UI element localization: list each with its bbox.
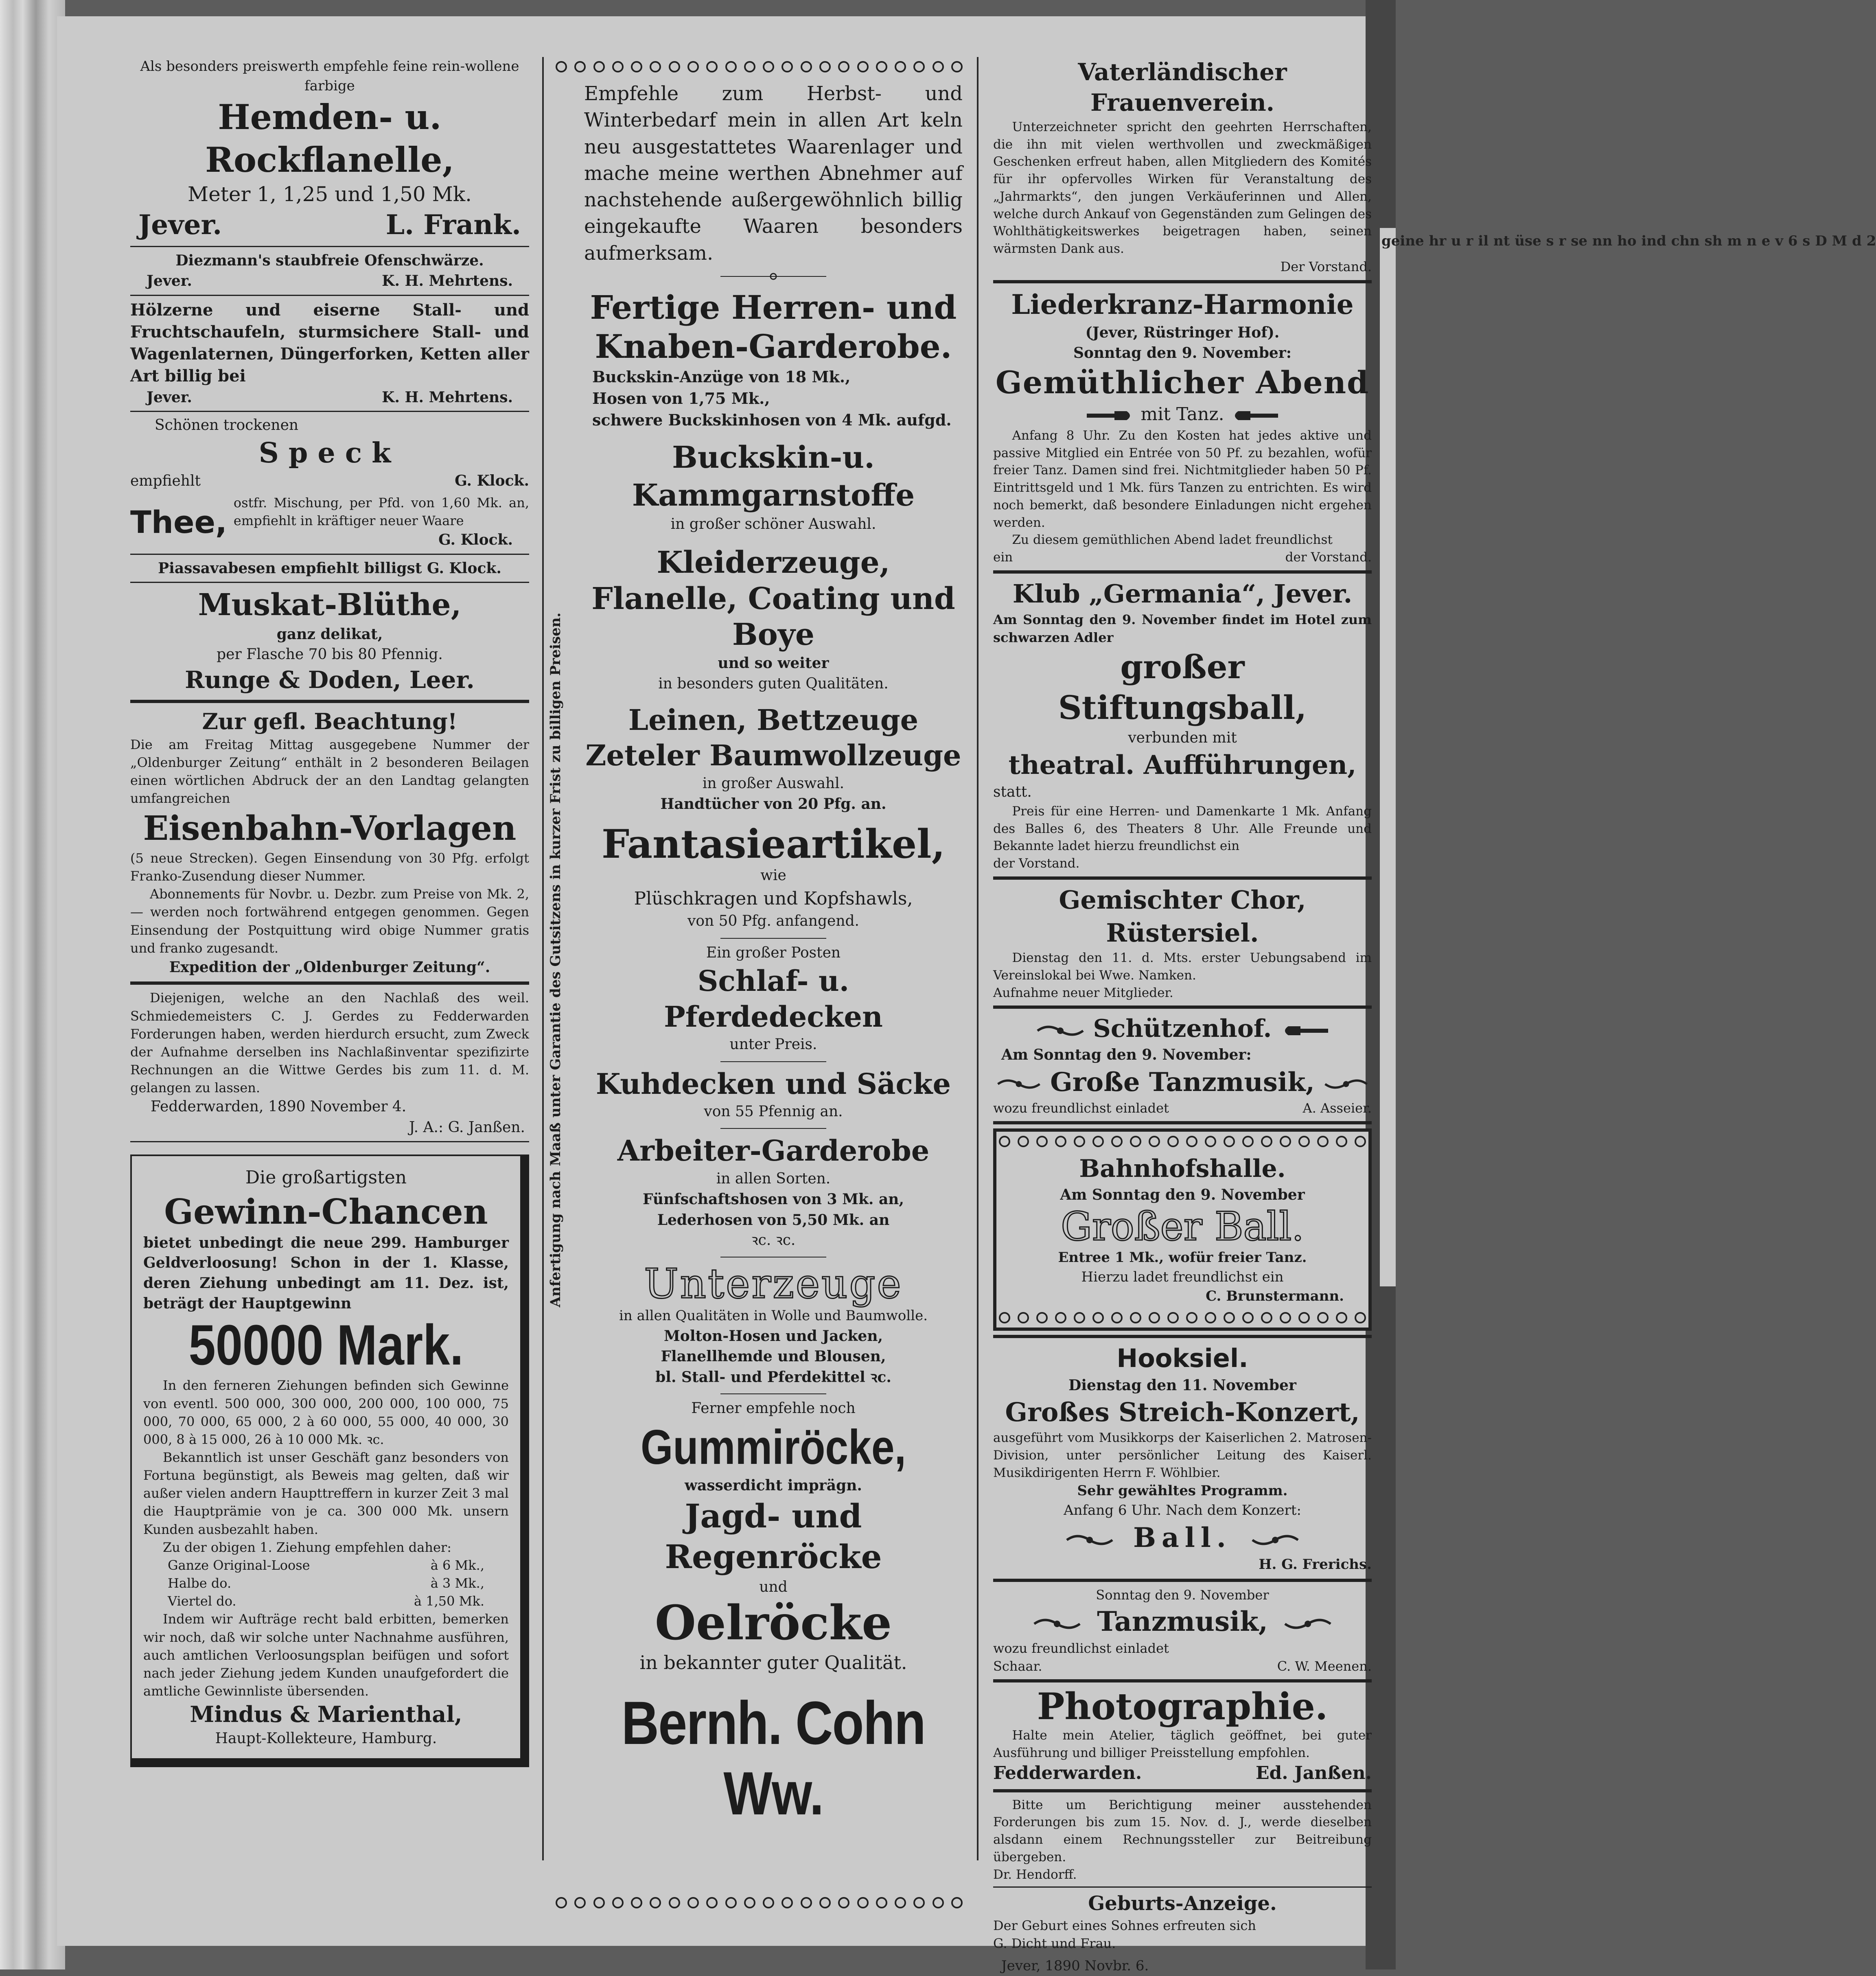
heading-buckskin: Buckskin-u. Kammgarnstoffe [632,440,915,513]
ornament-left-icon [1027,1615,1088,1632]
ad-text: Entree 1 Mk., wofür freier Tanz. [1058,1249,1307,1266]
pointing-hand-right-icon [1086,408,1135,423]
heading-decken: Schlaf- u. Pferdedecken [664,964,883,1034]
ad-text: Diezmann's staubfreie Ofenschwärze. [175,252,484,269]
ad-title: Muskat-Blüthe, [198,587,462,623]
ad-firm2: Haupt-Kollekteure, Hamburg. [215,1730,437,1747]
heading-kuhdecken: Kuhdecken und Säcke [595,1067,951,1101]
ad-text: wozu freundlichst einladet [993,1640,1169,1656]
ad-sub: ganz delikat, [276,625,383,643]
sub-text: wie [760,867,786,884]
ad-berichtigung [993,1796,1372,1884]
ad-title: Hooksiel. [1116,1343,1248,1373]
ad-title: Liederkranz-Harmonie [1011,288,1354,320]
ornament-left-icon [996,1076,1041,1093]
ad-left: ein [993,550,1013,565]
ad-headline2: theatral. Aufführungen, [1008,750,1357,781]
ad-text: Diejenigen, welche an den Nachlaß des weil. Schmiedemeisters C. J. Gerdes zu Fedderwarden Forderungen haben, werden hierdurch ersucht, zum Zweck der Aufnahme derselben ins Nachlaßinventar spezifizirte Rechnungen an die Wittwe Gerdes bis zum 11. d. M. gelangen zu lassen. [130,990,529,1096]
ad-text: ostfr. Mischung, per Pfd. von 1,60 Mk. an, empfiehlt in kräftiger neuer Waare [233,495,529,529]
ad-sign: Dr. Hendorff. [993,1867,1077,1882]
price-line: Hosen von 1,75 Mk., [592,389,770,408]
lot-row: Halbe do. à 3 Mk., [168,1575,484,1591]
ad-price: Meter 1, 1,25 und 1,50 Mk. [188,182,472,206]
sub-text: Ferner empfehle noch [691,1400,856,1417]
column-right [993,57,1372,1974]
ad-schuetzenhof [993,1013,1372,1117]
ad-gemischter-chor [993,884,1372,1001]
ad-text: Der Geburt eines Sohnes erfreuten sich [993,1917,1256,1933]
heading-jagdroecke: Jagd- und Regenröcke [665,1497,882,1576]
lot-row: Ganze Original-Loose à 6 Mk., [168,1557,484,1573]
ad-text2: Zu diesem gemüthlichen Abend ladet freundlichst [1012,532,1333,548]
ad-sub: (Jever, Rüstringer Hof). [1085,324,1280,341]
ad-text: ausgeführt vom Musikkorps der Kaiserlichen 2. Matrosen-Division, unter persönlicher Leitung des Kaiserl. Musikdirigenten Herrn F. Wöhlbier. [993,1431,1372,1480]
next-page-edge-text: geine hr u r il nt üse s r se nn ho ind chn sh m n e v 6 s D M d 2 [1380,228,1396,1286]
ad-left: empfiehlt [130,472,201,489]
column-middle [547,57,963,1912]
ad-headline: Großer Ball. [1061,1203,1304,1249]
ad-title: Hemden- u. Rockflanelle, [205,97,454,180]
ad-text: Unterzeichneter spricht den geehrten Herrschaften, die ihn mit vielen werthvollen und zweckmäßigen Geschenken erfreut haben, allen Mitgliedern des Komités für ihr opfervolles Wirken für Veranstaltung des „Jahrmarkts“, den jungen Verkäuferinnen und Allen, welche durch Ankauf von Gegenständen zum Gelingen des Wohlthätigkeitswerkes beigetragen haben, seinen wärmsten Dank aus. [993,119,1372,256]
ad-text: Piassavabesen empfiehlt billigst G. Klock. [158,559,501,577]
heading-garderobe: Fertige Herren- und Knaben-Garderobe. [590,288,957,366]
heading-kleiderzeuge: Kleiderzeuge, Flanelle, Coating und Boye [591,545,955,653]
ad-ofenschwaerze [130,250,529,291]
ad-text: Dienstag den 11. d. Mts. erster Uebungsabend im Vereinslokal bei Wwe. Namken. [993,951,1372,983]
sub-text: in allen Sorten. [716,1170,831,1187]
ad-text: Bitte um Berichtigung meiner ausstehenden Forderungen bis zum 15. Nov. d. J., werde dieselben alsdann einem Rechnungssteller zur Beitreibung übergeben. [993,1797,1372,1864]
ad-left: wozu freundlichst einladet [993,1100,1169,1116]
dot-border-bottom [556,1893,963,1912]
ad-text2: Hierzu ladet freundlichst ein [1081,1268,1284,1285]
ad-text2: In den ferneren Ziehungen befinden sich Gewinne von eventl. 500 000, 300 000, 200 000, 100 000, 75 000, 70 000, 65 000, 2 à 60 000, 55 000, 40 000, 30 000, 8 à 15 000, 26 à 10 000 Mk. ꝛc. [143,1378,509,1447]
ad-title: Speck [258,436,401,469]
ad-text: bietet unbedingt die neue 299. Hamburger Geldverloosung! Schon in der 1. Klasse, deren Ziehung unbedingt am 11. Dez. ist, beträgt der Hauptgewinn [143,1234,509,1312]
ad-bahnhofshalle [993,1128,1372,1331]
ad-left: Fedderwarden. [993,1763,1142,1784]
ad-text2: (5 neue Strecken). Gegen Einsendung von 30 Pfg. erfolgt Franko-Zusendung dieser Nummer. [130,850,529,884]
sub-text: Molton-Hosen und Jacken, [663,1328,883,1345]
ad-schaufeln [130,299,529,407]
dot-border-bottom [996,1308,1368,1328]
ad-text3: Anfang 6 Uhr. Nach dem Konzert: [1064,1502,1301,1518]
ad-place: Jever. [138,209,222,241]
sub-text: Plüschkragen und Kopfshawls, [634,888,913,909]
sub-text: in großer Auswahl. [702,775,845,792]
ad-date: Jever, 1890 Novbr. 6. [1001,1958,1149,1974]
heading-fantasie: Fantasieartikel, [601,821,946,867]
ad-text3: Abonnements für Novbr. u. Dezbr. zum Preise von Mk. 2,— werden noch fortwährend entgegen genommen. Gegen Einsendung der Postquittung wird obige Nummer gratis und franko zugesandt. [130,886,529,956]
ad-left: statt. [993,784,1032,801]
ad-sign: A. Asseier. [1302,1100,1372,1116]
ad-seller: K. H. Mehrtens. [382,272,513,290]
intro-text: Empfehle zum Herbst- und Winterbedarf mein in allen Art keln neu ausgestattetes Waarenlager und mache meine werthen Abnehmer auf nachstehende außergewöhnlich billig eingekaufte Waaren besonders aufmerksam. [584,82,963,265]
ad-intro: Die großartigsten [245,1167,407,1188]
ad-geburts-anzeige [993,1891,1372,1976]
ad-flanelle [130,57,529,243]
sub-text: in allen Qualitäten in Wolle und Baumwolle. [619,1308,928,1324]
ad-date: Sonntag den 9. November: [1073,344,1292,361]
ornament-right-icon [1247,1531,1304,1549]
ad-speck [130,415,529,491]
ad-amount: 50000 Mark. [188,1313,464,1377]
sub-text: und so weiter [718,655,829,672]
ad-title: Gewinn-Chancen [164,1191,488,1232]
ad-text: Die am Freitag Mittag ausgegebene Nummer der „Oldenburger Zeitung“ enthält in 2 besonderen Beilagen einen wörtlichen Abdruck der an den Landtag gelangten umfangreichen [130,736,529,806]
dot-border-top [556,57,963,77]
ad-headline: Eisenbahn-Vorlagen [143,808,517,848]
pointing-hand-left-icon [1280,1023,1329,1038]
sub-text: in großer schöner Auswahl. [670,516,876,533]
ad-sign: Expedition der „Oldenburger Zeitung“. [169,958,490,976]
ornament-left-icon [1036,1022,1085,1039]
heading-leinen: Leinen, Bettzeuge [628,703,919,737]
volume-binding-edge [0,0,65,1969]
sub-text: wasserdicht imprägn. [685,1477,862,1494]
ad-sign: Ed. Janßen. [1256,1763,1372,1784]
ad-frauenverein [993,57,1372,276]
ad-date: Dienstag den 11. November [1068,1376,1296,1394]
ad-muskat [130,586,529,696]
sub-text: in besonders guten Qualitäten. [658,675,889,692]
dot-border-top [996,1132,1368,1151]
ad-sign: Der Vorstand. [1280,259,1372,274]
ad-date: Sonntag den 9. November [1096,1587,1269,1603]
ad-tanzmusik-schaar [993,1586,1372,1675]
ornament-right-icon [1277,1615,1338,1632]
ad-seller: K. H. Mehrtens. [382,388,513,406]
ad-price: per Flasche 70 bis 80 Pfennig. [217,646,443,663]
side-note: Anfertigung nach Maaß unter Garantie des Gutsitzens in kurzer Frist zu billigen Preisen. [547,612,564,1308]
sub-text: ꝛc. ꝛc. [751,1232,796,1249]
sub-text: Lederhosen von 5,50 Mk. an [657,1211,890,1229]
ad-title: Zur gefl. Beachtung! [202,708,458,734]
ad-headline: Gemüthlicher Abend [995,364,1370,401]
ad-photographie [993,1687,1372,1785]
hand-row [993,402,1372,427]
ad-text2: Sehr gewähltes Programm. [1077,1483,1288,1499]
ad-hooksiel [993,1342,1372,1575]
ad-text: Am Sonntag den 9. November findet im Hotel zum schwarzen Adler [993,611,1372,645]
ad-title: Schützenhof. [1093,1014,1272,1043]
ad-text: Hölzerne und eiserne Stall- und Fruchtschaufeln, sturmsichere Stall- und Wagenlaternen, Düngerforken, Ketten aller Art billig bei [130,300,529,386]
ad-title: Geburts-Anzeige. [1088,1892,1277,1915]
ad-text4: Zu der obigen 1. Ziehung empfehlen daher: [163,1539,451,1555]
heading-arbeiter: Arbeiter-Garderobe [617,1134,930,1168]
ad-germania [993,578,1372,872]
ad-place: Jever. [147,388,192,406]
ad-date: Am Sonntag den 9. November: [1001,1046,1252,1064]
pointing-hand-left-icon [1230,408,1279,423]
cohn-ad-body [547,81,963,1828]
column-left [130,57,529,1912]
ad-text5: Indem wir Aufträge recht bald erbitten, bemerken wir noch, daß wir solche unter Nachnahme ausführen, auch amtlichen Verloosungsplan beifügen und sofort nach jeder Ziehung jedem Kunden unaufgefordert die amtliche Gewinnliste übersenden. [143,1611,509,1699]
ad-with: mit Tanz. [1140,404,1224,425]
ad-text2: Aufnahme neuer Mitglieder. [993,985,1173,1000]
firm-name: Bernh. Cohn Ww. [621,1689,926,1827]
ad-sign: der Vorstand. [1285,550,1372,565]
sub-text: Ein großer Posten [706,944,841,961]
heading-gummiroecke: Gummiröcke, [641,1420,906,1474]
heading-unterzeuge: Unterzeuge [644,1260,903,1308]
ad-firm: Mindus & Marienthal, [190,1701,462,1728]
ad-left: Schaar. [993,1658,1042,1674]
heading-zeteler: Zeteler Baumwollzeuge [585,738,961,773]
price-line: schwere Buckskinhosen von 4 Mk. aufgd. [592,411,952,429]
ad-headline: Große Tanzmusik, [1050,1067,1315,1098]
ad-sign: J. A.: G. Janßen. [409,1119,525,1136]
ad-sign: der Vorstand. [993,856,1080,871]
sub-text: und [759,1579,788,1596]
ad-text: Halte mein Atelier, täglich geöffnet, bei guter Ausführung und billiger Preisstellung empfohlen. [993,1728,1372,1760]
ornament-right-icon [1324,1076,1368,1093]
ad-title: Bahnhofshalle. [1079,1154,1286,1183]
ad-text2: Preis für eine Herren- und Damenkarte 1 Mk. Anfang des Balles 6, des Theaters 8 Uhr. Alle Freunde und Bekannte ladet hierzu freundlichst ein [993,804,1372,854]
ad-oldenburger-zeitung [130,707,529,978]
ad-gewinn-chancen [130,1154,529,1767]
ad-headline: Tanzmusik, [1097,1605,1268,1637]
ad-seller: Runge & Doden, Leer. [185,666,475,694]
column-rule-2 [977,57,978,1860]
ad-sign: H. G. Frerichs. [1259,1556,1372,1573]
ad-sign: G. Dicht und Frau. [993,1935,1116,1951]
tanzmusik-row [993,1604,1372,1639]
title-row [993,1013,1372,1045]
lots-table [143,1556,509,1610]
ad-title: Thee, [130,504,227,540]
ad-headline: Großes Streich-Konzert, [1005,1397,1360,1428]
ad-text3: Bekanntlich ist unser Geschäft ganz besonders von Fortuna begünstigt, als Beweis mag gelten, daß wir außer vielen andern Haupttreffern in kurzer Zeit 3 mal die Hauptprämie von je ca. 300 000 Mk. unsern Kunden ausbezahlt haben. [143,1449,509,1537]
ad-seller: G. Klock. [438,531,513,549]
ad-thee [130,494,529,550]
ad-date: Am Sonntag den 9. November [1060,1186,1305,1204]
ad-title: Gemischter Chor, Rüstersiel. [1059,885,1306,948]
ad-title: Photographie. [1037,1685,1328,1728]
ad-seller: G. Klock. [455,472,529,489]
ad-headline2: Ball. [1133,1521,1232,1553]
ad-intro: Als besonders preiswerth empfehle feine rein-wollene farbige [140,58,519,94]
ad-place: Jever. [147,272,192,290]
sub-text: Flanellhemde und Blousen, [661,1348,886,1365]
ornament-left-icon [1061,1531,1118,1549]
ad-title: Vaterländischer Frauenverein. [1078,58,1287,117]
price-line: Buckskin-Anzüge von 18 Mk., [592,367,851,386]
sub-text: unter Preis. [729,1036,817,1053]
lot-row: Viertel do. à 1,50 Mk. [168,1593,484,1609]
ornament-divider [584,272,963,282]
headline-row [993,1065,1372,1099]
ad-seller: L. Frank. [385,209,521,241]
ad-piassavabesen [130,558,529,578]
sub-text: Handtücher von 20 Pfg. an. [660,795,887,813]
heading-oelroecke: Oelröcke [655,1595,892,1651]
ad-sign: C. Brunstermann. [1206,1288,1344,1305]
ad-date: Fedderwarden, 1890 November 4. [151,1098,407,1115]
ad-headline: großer Stiftungsball, [1058,647,1307,727]
ad-sign: C. W. Meenen. [1277,1658,1372,1674]
ad-sub: verbunden mit [1128,729,1237,746]
ad-nachlass-gerdes [130,989,529,1138]
ad-text: Anfang 8 Uhr. Zu den Kosten hat jedes aktive und passive Mitglied ein Entrée von 50 Pf. zu bezahlen, wofür freier Tanz. Damen sind frei. Nichtmitglieder haben 50 Pf. Eintrittsgeld und 1 Mk. fürs Tanzen zu entrichten. Es wird noch bemerkt, daß besondere Einladungen nicht ergehen werden. [993,428,1372,530]
sub-text: von 55 Pfennig an. [704,1103,843,1120]
ball-row [993,1520,1372,1555]
ad-title: Klub „Germania“, Jever. [1012,579,1353,609]
ad-intro: Schönen trockenen [155,417,299,434]
sub-text: von 50 Pfg. anfangend. [687,913,859,930]
ad-liederkranz [993,287,1372,566]
sub-text: bl. Stall- und Pferdekittel ꝛc. [655,1368,891,1386]
sub-text: Fünfschaftshosen von 3 Mk. an, [642,1191,904,1208]
sub-text: in bekannter guter Qualität. [639,1652,907,1674]
